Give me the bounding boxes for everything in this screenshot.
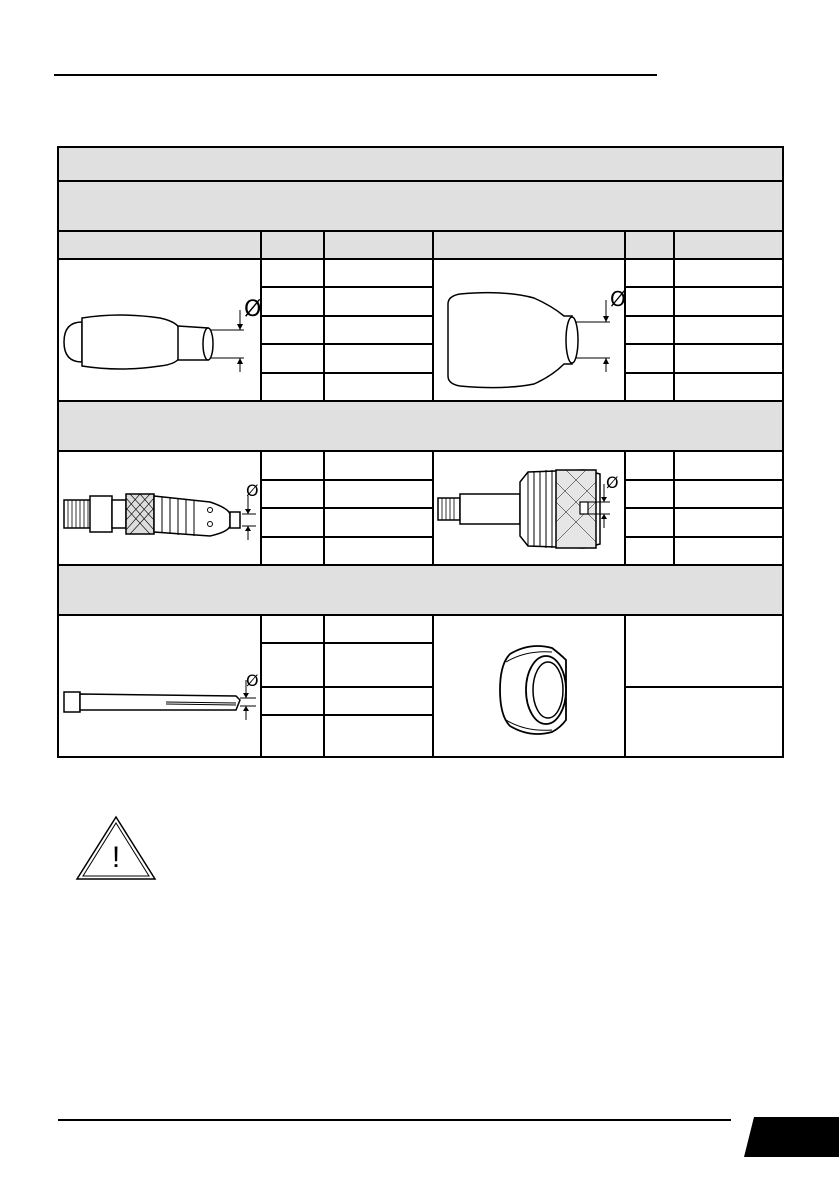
table-cell <box>674 373 783 401</box>
gas-nozzle-icon <box>60 260 260 400</box>
gas-lens-image-cell <box>433 451 625 565</box>
table-cell <box>674 537 783 566</box>
table-title-cell <box>58 147 783 181</box>
table-cell <box>324 643 433 687</box>
table-cell <box>324 259 433 287</box>
column-header-cell <box>625 231 674 259</box>
table-cell <box>625 615 783 687</box>
table-cell <box>324 480 433 509</box>
gas-nozzle-image-cell <box>58 259 261 401</box>
table-cell <box>674 451 783 480</box>
table-cell <box>261 687 324 715</box>
header-rule <box>54 74 657 76</box>
table-cell <box>261 287 324 315</box>
table-cell <box>261 480 324 509</box>
table-cell <box>261 615 324 643</box>
table-row <box>58 615 783 643</box>
table-cell <box>324 715 433 757</box>
table-cell <box>625 287 674 315</box>
table-cell <box>324 316 433 344</box>
page-number-tab <box>744 1117 839 1157</box>
table-cell <box>324 373 433 401</box>
table-cell <box>261 259 324 287</box>
table-cell <box>625 508 674 537</box>
column-header-row <box>58 231 783 259</box>
table-cell <box>625 537 674 566</box>
table-row <box>58 259 783 287</box>
table-cell <box>625 687 783 757</box>
table-cell <box>261 373 324 401</box>
table-cell <box>625 480 674 509</box>
table-cell <box>261 451 324 480</box>
spare-parts-table <box>57 146 784 758</box>
section-header-row <box>58 565 783 615</box>
table-cell <box>674 287 783 315</box>
table-cell <box>625 451 674 480</box>
column-header-cell <box>324 231 433 259</box>
column-header-cell <box>674 231 783 259</box>
table-cell <box>625 259 674 287</box>
table-cell <box>324 687 433 715</box>
column-header-cell <box>261 231 324 259</box>
table-cell <box>324 344 433 372</box>
table-cell <box>324 615 433 643</box>
large-gas-nozzle-icon <box>434 260 624 400</box>
table-cell <box>324 508 433 537</box>
large-gas-nozzle-image-cell <box>433 259 625 401</box>
table-cell <box>625 344 674 372</box>
table-cell <box>324 451 433 480</box>
footer-rule <box>58 1119 731 1121</box>
section-header-cell <box>58 565 783 615</box>
table-cell <box>261 508 324 537</box>
section-header-row <box>58 181 783 231</box>
collet-image-cell <box>58 615 261 757</box>
gas-lens-icon <box>434 452 624 564</box>
column-header-cell <box>433 231 625 259</box>
table-cell <box>261 316 324 344</box>
insulator-ring-icon <box>434 616 624 756</box>
table-row <box>58 451 783 480</box>
diameter-symbol: Ø <box>245 671 259 690</box>
section-header-cell <box>58 181 783 231</box>
table-cell <box>625 316 674 344</box>
collet-body-image-cell <box>58 451 261 565</box>
insulator-image-cell <box>433 615 625 757</box>
table-cell <box>261 643 324 687</box>
table-cell <box>674 480 783 509</box>
diameter-symbol: Ø <box>606 473 619 492</box>
table-cell <box>625 373 674 401</box>
table-cell <box>324 287 433 315</box>
collet-body-icon <box>60 452 260 564</box>
diameter-symbol: Ø <box>610 287 626 311</box>
table-title-row <box>58 147 783 181</box>
table-cell <box>674 508 783 537</box>
collet-icon <box>60 616 260 756</box>
diameter-symbol: Ø <box>243 297 261 322</box>
table-cell <box>674 344 783 372</box>
warning-mark: ! <box>111 841 121 874</box>
table-cell <box>674 316 783 344</box>
column-header-cell <box>58 231 261 259</box>
table-cell <box>674 259 783 287</box>
table-cell <box>324 537 433 566</box>
section-header-row <box>58 401 783 451</box>
table-cell <box>261 537 324 566</box>
table-cell <box>261 715 324 757</box>
table-cell <box>261 344 324 372</box>
warning-triangle-icon <box>75 815 157 881</box>
diameter-symbol: Ø <box>245 481 259 500</box>
section-header-cell <box>58 401 783 451</box>
